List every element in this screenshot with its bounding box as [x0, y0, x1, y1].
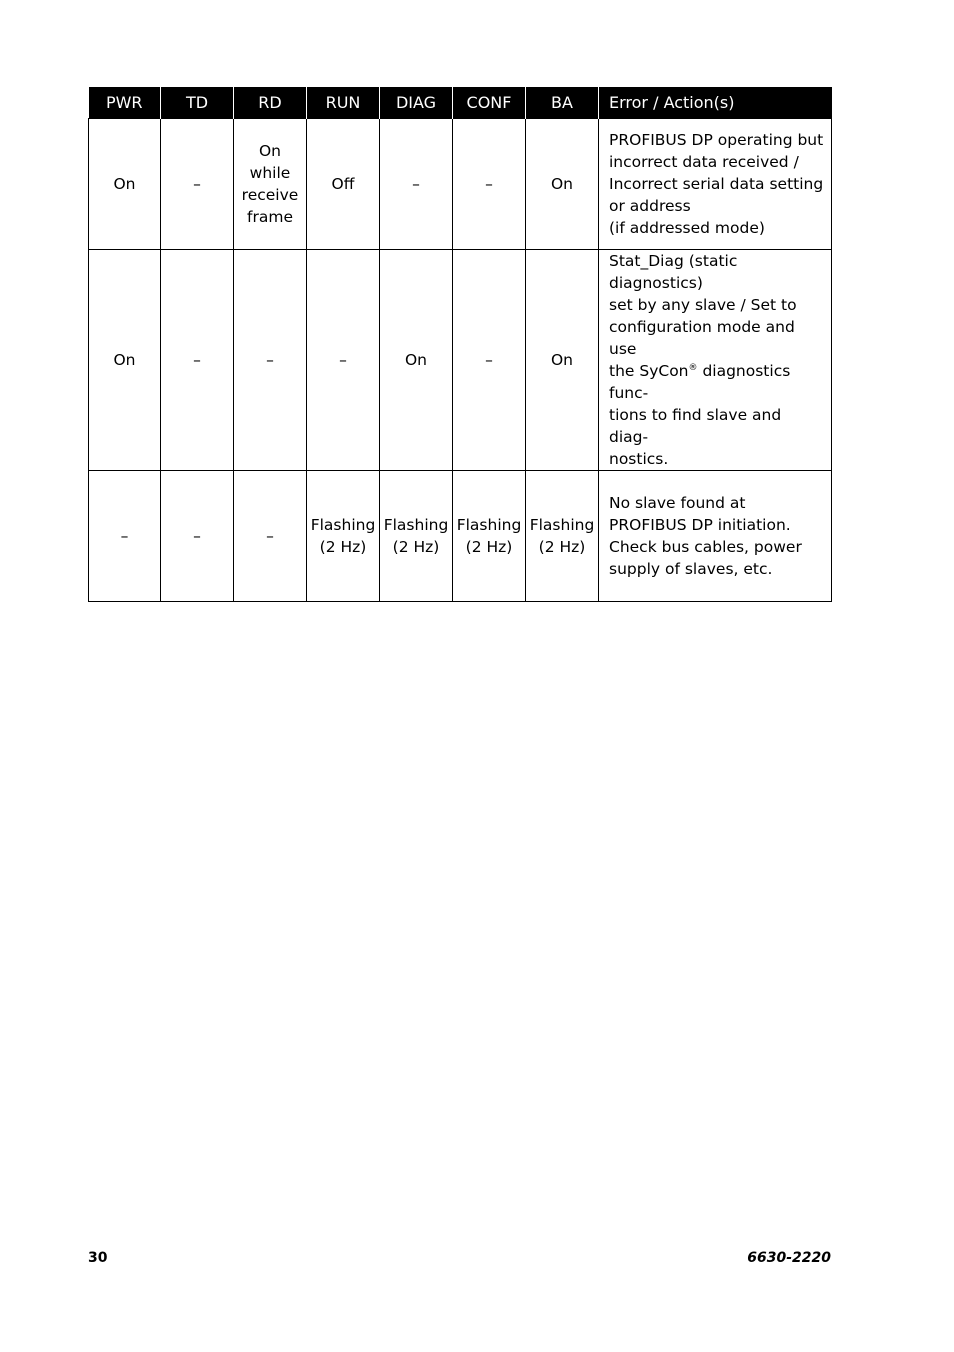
cell-rd: – — [234, 250, 307, 471]
cell-pwr: On — [89, 119, 161, 250]
cell-td: – — [161, 471, 234, 602]
cell-error-action — [599, 250, 832, 471]
cell-run: – — [307, 250, 380, 471]
cell-diag: On — [380, 250, 453, 471]
header-error-action: Error / Action(s) — [599, 87, 832, 119]
action-line: tions to find slave and diag- — [609, 406, 782, 446]
header-ba: BA — [526, 87, 599, 119]
cell-td: – — [161, 119, 234, 250]
cell-rd-line: while — [249, 164, 291, 182]
action-line: Stat_Diag (static diagnostics) — [609, 252, 738, 292]
cell-diag: – — [380, 119, 453, 250]
page-number: 30 — [88, 1250, 108, 1266]
cell-td: – — [161, 250, 234, 471]
cell-conf — [453, 471, 526, 602]
cell-conf: – — [453, 119, 526, 250]
action-line: incorrect data received / — [609, 153, 799, 171]
cell-ba — [526, 471, 599, 602]
cell-error-action — [599, 471, 832, 602]
cell-ba: On — [526, 119, 599, 250]
cell-rd: – — [234, 471, 307, 602]
table-row — [89, 471, 832, 602]
table-row — [89, 250, 832, 471]
table-header-row — [89, 87, 832, 119]
cell-rd-line: receive — [241, 186, 299, 204]
cell-line: (2 Hz) — [392, 538, 440, 556]
registered-mark: ® — [688, 362, 698, 373]
cell-line: Flashing — [456, 516, 522, 534]
action-line: (if addressed mode) — [609, 219, 765, 237]
cell-line: (2 Hz) — [319, 538, 367, 556]
action-text: the SyCon — [609, 362, 689, 380]
action-line: set by any slave / Set to — [609, 296, 797, 314]
header-rd: RD — [234, 87, 307, 119]
action-line: Check bus cables, power — [609, 538, 802, 556]
cell-diag — [380, 471, 453, 602]
action-line: PROFIBUS DP operating but — [609, 131, 824, 149]
action-line: nostics. — [609, 450, 669, 468]
header-td: TD — [161, 87, 234, 119]
action-line: No slave found at — [609, 494, 746, 512]
action-line: PROFIBUS DP initiation. — [609, 516, 791, 534]
cell-pwr: – — [89, 471, 161, 602]
action-line: or address — [609, 197, 691, 215]
header-diag: DIAG — [380, 87, 453, 119]
header-run: RUN — [307, 87, 380, 119]
cell-conf: – — [453, 250, 526, 471]
led-status-table — [88, 87, 832, 602]
cell-run — [307, 471, 380, 602]
cell-line: Flashing — [529, 516, 595, 534]
action-text: diagnostics func- — [609, 362, 791, 402]
cell-line: Flashing — [383, 516, 449, 534]
cell-rd-line: On — [258, 142, 282, 160]
document-number: 6630-2220 — [747, 1250, 831, 1266]
cell-rd-line: frame — [247, 208, 293, 226]
cell-rd — [234, 119, 307, 250]
table-row — [89, 119, 832, 250]
cell-run: Off — [307, 119, 380, 250]
action-line: configuration mode and use — [609, 318, 795, 358]
cell-pwr: On — [89, 250, 161, 471]
cell-ba: On — [526, 250, 599, 471]
header-pwr: PWR — [89, 87, 161, 119]
action-line: supply of slaves, etc. — [609, 560, 773, 578]
cell-line: Flashing — [310, 516, 376, 534]
header-conf: CONF — [453, 87, 526, 119]
cell-line: (2 Hz) — [538, 538, 586, 556]
action-line — [609, 360, 825, 404]
cell-line: (2 Hz) — [465, 538, 513, 556]
cell-error-action — [599, 119, 832, 250]
action-line: Incorrect serial data setting — [609, 175, 824, 193]
